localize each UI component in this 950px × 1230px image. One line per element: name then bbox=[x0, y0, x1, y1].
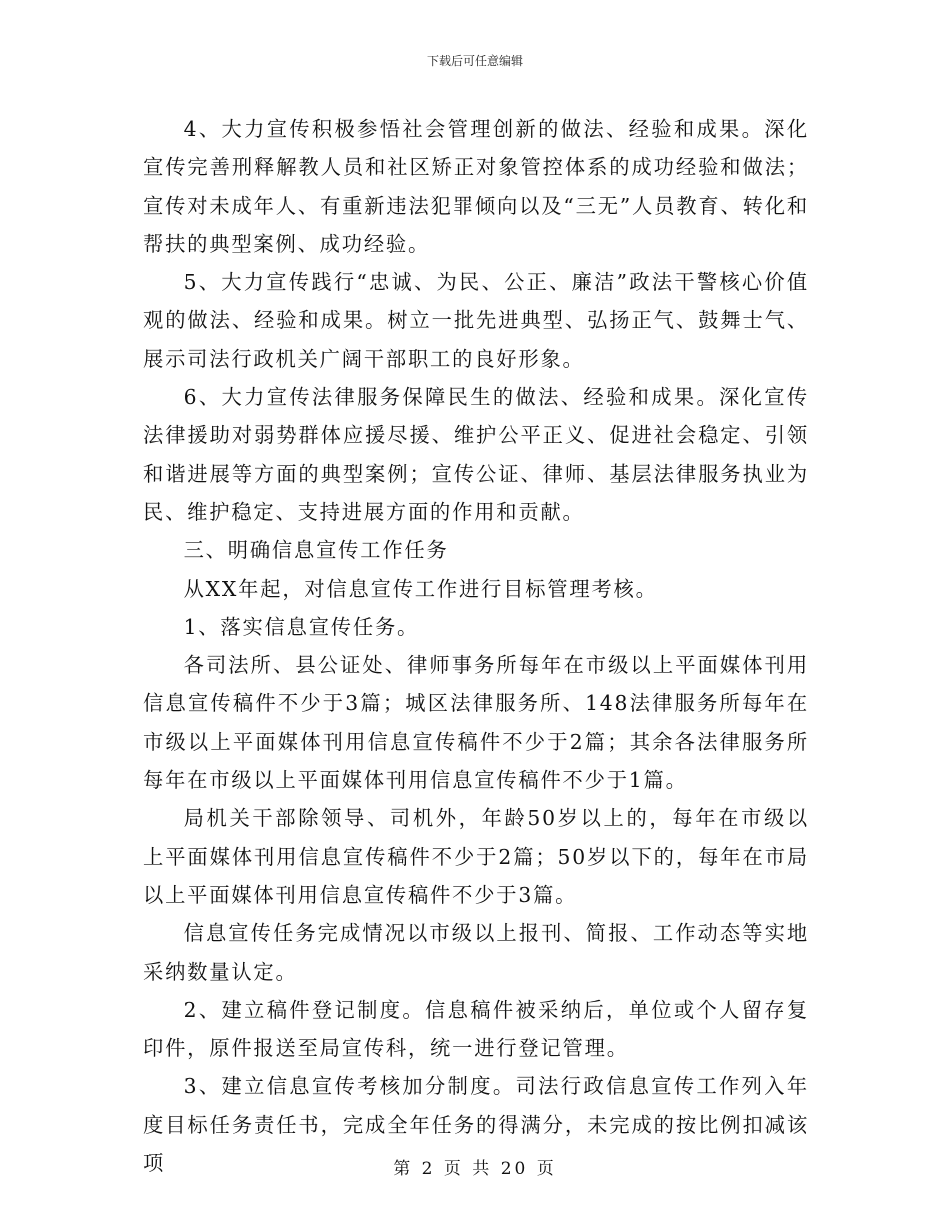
paragraph-staff-quota: 局机关干部除领导、司机外，年龄50岁以上的，每年在市级以上平面媒体刊用信息宣传稿件不少于2篇；50岁以下的，每年在市局以上平面媒体刊用信息宣传稿件不少于3篇。 bbox=[143, 806, 809, 907]
paragraph-task-quota: 各司法所、县公证处、律师事务所每年在市级以上平面媒体刊用信息宣传稿件不少于3篇；城区法律服务所、148法律服务所每年在市级以上平面媒体刊用信息宣传稿件不少于2篇；其余各法律服务所每年在市级以上平面媒体刊用信息宣传稿件不少于1篇。 bbox=[143, 653, 809, 793]
page-number-footer: 第 2 页 共 20 页 bbox=[393, 1159, 557, 1179]
page-header-note: 下载后可任意编辑 bbox=[426, 54, 523, 68]
paragraph-task-2: 2、建立稿件登记制度。信息稿件被采纳后，单位或个人留存复印件，原件报送至局宣传科，统一进行登记管理。 bbox=[143, 997, 809, 1061]
paragraph-item-5: 5、大力宣传践行“忠诚、为民、公正、廉洁”政法干警核心价值观的做法、经验和成果。树立一批先进典型、弘扬正气、鼓舞士气、展示司法行政机关广阔干部职工的良好形象。 bbox=[143, 270, 809, 371]
paragraph-item-4: 4、大力宣传积极参悟社会管理创新的做法、经验和成果。深化宣传完善刑释解教人员和社区矫正对象管控体系的成功经验和做法；宣传对未成年人、有重新违法犯罪倾向以及“三无”人员教育、转化和帮扶的典型案例、成功经验。 bbox=[143, 117, 809, 256]
paragraph-completion-basis: 信息宣传任务完成情况以市级以上报刊、简报、工作动态等实地采纳数量认定。 bbox=[143, 921, 809, 984]
paragraph-item-6: 6、大力宣传法律服务保障民生的做法、经验和成果。深化宣传法律援助对弱势群体应援尽援、维护公平正义、促进社会稳定、引领和谐进展等方面的典型案例；宣传公证、律师、基层法律服务执业为民、维护稳定、支持进展方面的作用和贡献。 bbox=[143, 385, 809, 524]
paragraph-start-year: 从XX年起，对信息宣传工作进行目标管理考核。 bbox=[183, 576, 658, 601]
document-body bbox=[143, 110, 809, 1182]
paragraph-task-3: 3、建立信息宣传考核加分制度。司法行政信息宣传工作列入年度目标任务责任书，完成全年任务的得满分，未完成的按比例扣减该项 bbox=[143, 1074, 809, 1176]
section-heading-3: 三、明确信息宣传工作任务 bbox=[183, 538, 449, 563]
paragraph-task-1-title: 1、落实信息宣传任务。 bbox=[183, 614, 420, 639]
